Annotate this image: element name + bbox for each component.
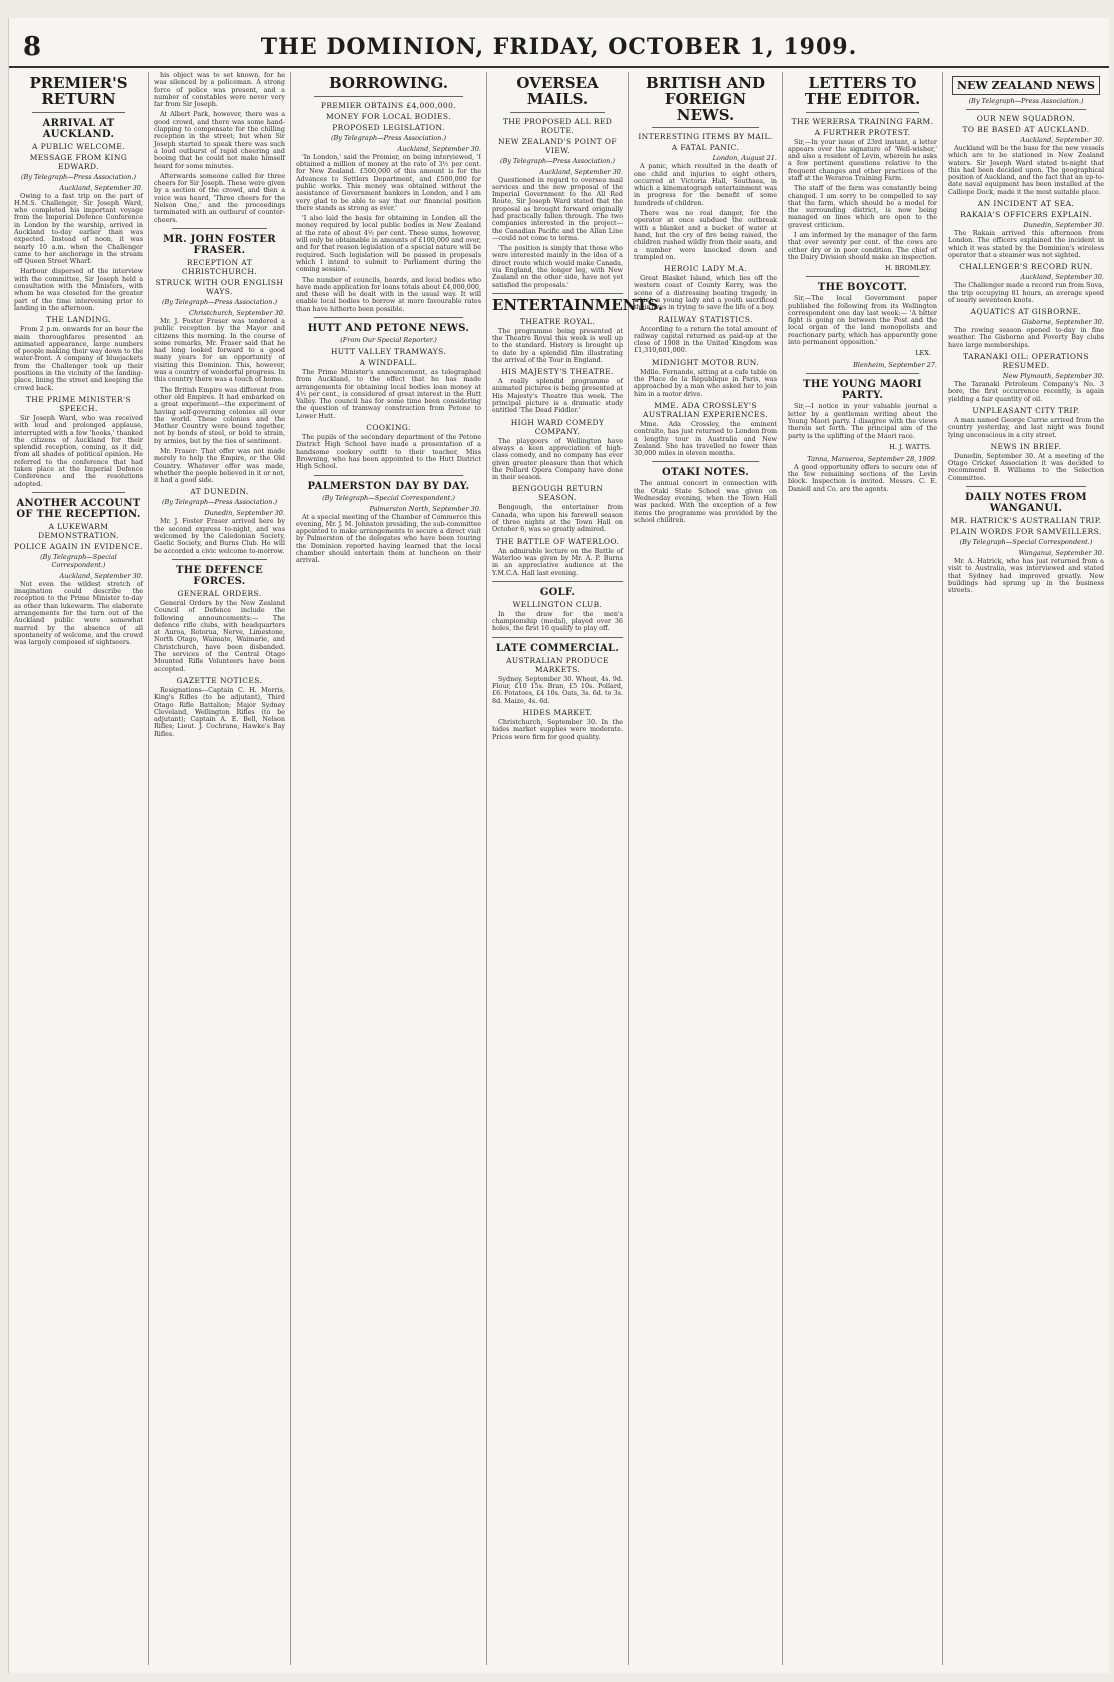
subhead: PROPOSED LEGISLATION. <box>332 122 445 132</box>
dateline: Auckland, September 30. <box>397 144 481 153</box>
dateline: Gisborne, September 30. <box>1021 318 1104 327</box>
article-paragraph: Mr. J. Foster Fraser was tendered a public reception by the Mayor and citizens this morning. In the course of some remarks, Mr. Fraser said that he had long looked forward to a good many years for an opportunity of visiting this Dominion. This, however, was a country of wonderful progress. In this country there was a touch of home. <box>154 316 285 384</box>
article-paragraph: Not even the wildest stretch of imagination could describe the reception to the Prime Minister to-day as other than lukewarm. The elaborate arrangements for the turn out of the Auckland public were somewhat marred by the absence of all spontaneity of welcome, and the crowd was largely composed of sightseers. <box>14 579 143 647</box>
article-paragraph: his object was to set known, for he was silenced by a policeman. A strong force of police was present, and a number of constables were never very far from Sir Joseph. <box>154 71 285 109</box>
article-paragraph: The playgoers of Wellington have always a keen appreciation of high-class comedy, and no company has ever given greater pleasure than that which the Pollard Opera Company have done in their season. <box>492 436 623 482</box>
article-paragraph: The Rakaia arrived this afternoon from London. The officers explained the incident in which it was stated by the Dominion's wireless operator that a steamer was not sighted. <box>948 229 1104 259</box>
subhead: COOKING. <box>366 423 411 433</box>
subhead: UNPLEASANT CITY TRIP. <box>972 405 1080 415</box>
divider <box>806 276 919 277</box>
subhead: WELLINGTON CLUB. <box>512 599 603 609</box>
article-paragraph: Harbour dispersed of the interview with the committee, Sir Joseph held a consultation with the Ministers, with whom he was closeted for the greater part of the time intervening prior to landing in the afternoon. <box>14 267 143 312</box>
press-credit: (By Telegraph—Press Association.) <box>21 172 136 181</box>
press-credit: (By Telegraph—Press Association.) <box>968 97 1084 105</box>
headline-british-foreign: BRITISH AND FOREIGN NEWS. <box>646 74 765 124</box>
subhead: TO BE BASED AT AUCKLAND. <box>962 125 1090 134</box>
headline-wanganui: DAILY NOTES FROM WANGANUI. <box>965 492 1087 515</box>
article-paragraph: A panic, which resulted in the death of one child and injuries to eight others, occurred at Victoria Hall, Southsea, in which a kinematograph entertainment was in progress for the benefit of some hundreds of children. <box>634 162 777 207</box>
article-paragraph: 'I also laid the basis for obtaining in London all the money required by local public bodies in New Zealand at the rate of about 4½ per cent. These sums, however, will only be obtainable in amounts of £100,000 and over, and for that reason legislation of a special nature will be required. Such legislation will be passed in proposals which I intend to submit to Parliament during the coming session.' <box>296 214 481 274</box>
column-oversea-mails <box>487 72 664 1665</box>
subhead: A LUKEWARM DEMONSTRATION. <box>38 521 119 540</box>
article-paragraph: Dunedin, September 30. At a meeting of the Otago Cricket Association it was decided to recommend B. Williams to the Selection Committee. <box>948 451 1104 482</box>
article-paragraph: 'In London,' said the Premier, on being interviewed, 'I obtained a million of money at the rate of 3½ per cent. for New Zealand. £500,000 of this amount is for the Advances to Settlers Department, and £500,000 for public works. This money was obtained without the assistance of Government bankers in London, and I am very glad to be able to say that our financial position there stands as strong as ever.' <box>296 152 481 212</box>
subhead: RAKAIA'S OFFICERS EXPLAIN. <box>960 210 1092 220</box>
column-letters <box>783 72 943 1665</box>
subhead: THE LANDING. <box>46 315 111 325</box>
subhead: MONEY FOR LOCAL BODIES. <box>326 111 451 121</box>
letter-signature: H. BROMLEY. <box>884 264 931 273</box>
press-credit: (By Telegraph—Press Association.) <box>162 297 277 306</box>
dateline: Auckland, September 30. <box>1020 136 1104 144</box>
newspaper-page <box>8 18 1109 1673</box>
masthead <box>9 30 1109 68</box>
subhead: PREMIER OBTAINS £4,000,000. <box>320 100 457 110</box>
article-paragraph: Sir Joseph Ward, who was received with loud and prolonged applause, interrupted with a few 'hooks,' thanked the citizens of Auckland for their splendid reception, coming, as it did, from all shades of political opinion. He referred to the conference that had taken place at the Imperial Defence Conference and the resolutions adopted. <box>14 413 143 488</box>
press-credit: (By Telegraph—Special Correspondent.) <box>322 493 455 502</box>
subhead: RAILWAY STATISTICS. <box>658 314 753 324</box>
divider <box>966 486 1086 487</box>
headline-oversea-mails: OVERSEA MAILS. <box>516 74 599 108</box>
press-credit: (By Telegraph—Press Association.) <box>162 498 277 507</box>
article-paragraph: General Orders by the New Zealand Council of Defence include the following announcements:— The defence rifle clubs, with headquarters at Auroa, Rotorua, Nerve, Limestone, North Otago, Waimate, Waimarie, and Christchurch, have been disbanded. The services of the Central Otago Mounted Rifle Volunteers have been accepted. <box>154 598 285 673</box>
article-paragraph: The rowing season opened to-day in fine weather. The Gisborne and Poverty Bay clubs have large memberships. <box>948 326 1104 349</box>
dateline: Palmerston North, September 30. <box>369 504 481 513</box>
subhead: AN INCIDENT AT SEA. <box>977 199 1075 209</box>
subhead: THEATRE ROYAL. <box>519 316 596 326</box>
article-paragraph: The staff of the farm was constantly being changed. I am sorry to be compelled to say that the farm, which should be a model for the surrounding district, is now being managed on lines which are open to the gravest criticism. <box>788 184 937 229</box>
headline-young-maori: THE YOUNG MAORI PARTY. <box>803 379 922 402</box>
divider <box>314 96 463 97</box>
article-paragraph: The Challenger made a record run from Suva, the trip occupying 81 hours, an average speed of nearly seventeen knots. <box>948 281 1104 304</box>
headline-golf: GOLF. <box>539 586 576 598</box>
subhead: THE PROPOSED ALL RED ROUTE. <box>502 116 613 135</box>
press-credit: (By Telegraph—Press Association.) <box>331 133 446 142</box>
article-paragraph: Auckland will be the base for the new vessels which are to be stationed in New Zealand waters. Sir Joseph Ward stated to-night that this had been decided upon. The geographical position of Auckland, and the fact that an up-to-date naval equipment has been installed at the Calliope Dock, made it the most suitable place. <box>948 144 1104 196</box>
subhead: POLICE AGAIN IN EVIDENCE. <box>14 541 143 551</box>
divider <box>806 112 919 113</box>
subhead: HEROIC LADY M.A. <box>664 264 747 274</box>
divider <box>172 228 267 229</box>
article-paragraph: The British Empire was different from other old Empires. It had embarked on a great experiment—the experiment of having self-governing colonies all over the world. These colonies and the Mother Country were bound together, not by bonds of steel, or bold to strain, by armies, but by the ties of sentiment. <box>154 385 285 445</box>
subhead: PLAIN WORDS FOR SAMVEILLERS. <box>950 527 1102 537</box>
subhead: A WINDFALL. <box>359 357 418 367</box>
headline-letters: LETTERS TO THE EDITOR. <box>804 74 921 108</box>
article-paragraph: Resignations—Captain C. H. Morris, King's Rifles (to be adjutant), Third Otago Rifle Battalion; Major Sydney Cleveland, Wellington Rifles (to be adjutant); Captain A. E. Bell, Nelson Rifles; Lieut. J. Cochrane, Hawke's Bay Rifles. <box>154 685 285 738</box>
article-paragraph: From 2 p.m. onwards for an hour the main thoroughfares presented an animated appearance, large numbers of people making their way down to the water-front. A company of bluejackets from the Challenger took up their positions in the vicinity of the landing-place, lining the street and keeping the crowd back. <box>14 325 143 392</box>
article-paragraph: In the draw for the men's championship (medal), played over 36 holes, the first 16 qualify to play off. <box>492 609 623 633</box>
newspaper-title: THE DOMINION, FRIDAY, OCTOBER 1, 1909. <box>260 34 858 60</box>
article-paragraph: Christchurch, September 30. In the hides market supplies were moderate. Prices were firm for good quality. <box>492 717 623 741</box>
article-paragraph: A really splendid programme of animated pictures is being presented at His Majesty's Theatre this week. The principal picture is a dramatic study entitled 'The Dead Fiddler.' <box>492 377 623 415</box>
divider <box>652 127 759 128</box>
subhead: AT DUNEDIN. <box>190 487 249 497</box>
subhead: A PUBLIC WELCOME. <box>31 141 125 151</box>
subhead: HIGH WARD COMEDY COMPANY. <box>510 417 605 436</box>
article-paragraph: The Prime Minister's announcement, as telegraphed from Auckland, to the effect that he has made arrangements for obtaining local bodies loan money at 4½ per cent., is considered of great interest in the Hutt Valley. The council has for some time been considering the question of tramway construction from Petone to Lower Hutt. <box>296 367 481 420</box>
divider <box>492 637 623 638</box>
article-paragraph: Questioned in regard to oversea mail services and the new proposal of the Imperial Government to the All Red Route, Sir Joseph Ward stated that the proposal as brought forward originally had practically fallen through. The two companies interested in the project—the Canadian Pacific and the Allan Line—could not come to terms. <box>492 175 623 242</box>
article-paragraph: The annual concert in connection with the Otaki State School was given on Wednesday evening, when the Town Hall was packed. With the exception of a few items the programme was provided by the school children. <box>634 479 777 524</box>
article-paragraph: At Albert Park, however, there was a good crowd, and there was some hand-clapping to compensate for the chilling reception in the street; but when Sir Joseph started to speak there was such a loud outburst of rapid cheering and booing that he could not make himself heard for some minutes. <box>154 110 285 170</box>
divider <box>510 112 605 113</box>
article-paragraph: Mme. Ada Crossley, the eminent contralto, has just returned to London from a lengthy tour in Australia and New Zealand. She has travelled no fewer than 30,000 miles in eleven months. <box>634 419 777 458</box>
subhead: RECEPTION AT CHRISTCHURCH. <box>181 257 258 276</box>
subhead: BENGOUGH RETURN SEASON. <box>511 484 604 503</box>
headline-palmerston: PALMERSTON DAY BY DAY. <box>307 480 470 492</box>
letter-signature: LEX. <box>915 349 931 358</box>
article-paragraph: A man named George Currie arrived from the country yesterday, and last night was found lying unconscious in a city street. <box>948 415 1104 439</box>
article-paragraph: The number of councils, boards, and local bodies who have made application for loans totals about £4,000,000, and these will be dealt with in the usual way. It will enable local bodies to borrow at more favourable rates than have hitherto been possible. <box>296 275 481 313</box>
subhead: AQUATICS AT GISBORNE. <box>970 307 1082 317</box>
subhead: AUSTRALIAN PRODUCE MARKETS. <box>506 655 609 674</box>
subhead: ANOTHER ACCOUNT OF THE RECEPTION. <box>16 497 141 520</box>
press-credit: (From Our Special Reporter.) <box>340 335 437 344</box>
article-paragraph: 'The position is simply that those who were interested mainly in the idea of a direct route which would make Canada, via England, the longer leg, with New Zealand on the other side, have not yet satisfied the proposals.' <box>492 244 623 289</box>
column-fraser <box>149 72 291 1665</box>
dateline: Dunedin, September 30. <box>1023 221 1104 230</box>
dateline: London, August 21. <box>712 154 777 163</box>
divider <box>314 317 463 318</box>
subhead: STRUCK WITH OUR ENGLISH WAYS. <box>155 277 284 296</box>
dateline: Christchurch, September 30. <box>189 308 285 317</box>
article-paragraph: Bengough, the entertainer from Canada, who upon his farewell season of three nights at the Town Hall on October 6, was so greatly admired. <box>492 503 623 534</box>
dateline: Wanganui, September 30. <box>1018 549 1104 558</box>
press-credit: (By Telegraph—Press Association.) <box>500 156 615 165</box>
subhead: NEWS IN BRIEF. <box>990 441 1062 451</box>
subhead: HIDES MARKET. <box>522 707 593 717</box>
divider <box>32 492 125 493</box>
headline-entertainments: ENTERTAINMENTS. <box>492 295 664 314</box>
column-borrowing <box>291 72 487 1665</box>
subhead: THE BATTLE OF WATERLOO. <box>495 536 620 546</box>
column-nz-news <box>943 72 1109 1665</box>
article-paragraph: The programme being presented at the Theatre Royal this week is well up to the standard. History is brought up to date by a splendid film illustrating the arrival of the Tour in England. <box>492 326 623 364</box>
article-paragraph: An admirable lecture on the Battle of Waterloo was given by Mr. A. P. Burns in an appreciative audience at the Y.M.C.A. Hall last evening. <box>492 546 623 577</box>
headline-hutt-petone: HUTT AND PETONE NEWS. <box>307 322 470 334</box>
press-credit: (By Telegraph—Special Correspondent.) <box>959 538 1093 547</box>
subhead: MR. HATRICK'S AUSTRALIAN TRIP. <box>950 516 1102 526</box>
divider <box>314 475 463 476</box>
subhead: THE PRIME MINISTER'S SPEECH. <box>25 394 132 413</box>
article-paragraph: Sir,—In your issue of 23rd instant, a letter appears over the signature of 'Well-wisher,' and also a resident of Levin, wherein he asks a few pertinent questions relative to the frequent changes and other practices of the staff at the Weraroa Training Farm. <box>788 137 937 182</box>
dateline: New Plymouth, September 30. <box>1002 372 1104 381</box>
subhead: A FURTHER PROTEST. <box>814 127 911 137</box>
article-paragraph: Sir,—The local Government paper published the following from its Wellington correspondent one day last week:— 'A bitter fight is going on between the Post and the local organ of the land monopolists and reactionary party, which has apparently gone into permanent opposition.' <box>788 294 937 347</box>
headline-fraser: MR. JOHN FOSTER FRASER. <box>163 233 276 256</box>
dateline: Auckland, September 30. <box>59 571 143 580</box>
article-paragraph: A good opportunity offers to secure one of the few remaining sections of the Levin block. Inspection is invited. Messrs. C. E. Daniell and Co. are the agents. <box>788 462 937 493</box>
divider <box>806 373 919 374</box>
column-british-foreign <box>629 72 783 1665</box>
subhead: A FATAL PANIC. <box>671 143 740 153</box>
headline-premiers-return: PREMIER'S RETURN <box>29 74 128 108</box>
subhead: GENERAL ORDERS. <box>177 588 262 598</box>
dateline: Auckland, September 30. <box>1020 273 1104 282</box>
subhead: ARRIVAL AT AUCKLAND. <box>42 117 115 140</box>
letter-signature: H. J. WATTS. <box>889 442 931 451</box>
article-paragraph: There was no real danger, for the operator at once subdued the outbreak with a blanket and a bucket of water at hand, but the cry of fire being raised, the children rushed wildly from their seats, and a number were knocked down and trampled on. <box>634 209 777 261</box>
dateline: Blenheim, September 27. <box>853 361 937 370</box>
subhead: NEW ZEALAND'S POINT OF VIEW. <box>497 136 618 155</box>
article-paragraph: Mr. J. Foster Fraser arrived here by the second express to-night, and was welcomed by the Caledonian Society, Gaelic Society, and Burns Club. He will be accorded a civic welcome to-morrow. <box>154 517 285 555</box>
headline-borrowing: BORROWING. <box>328 74 449 92</box>
article-paragraph: The Taranaki Petroleum Company's No. 3 bore, the first occurrence recently, is again yielding a fair quantity of oil. <box>948 380 1104 403</box>
article-paragraph: I am informed by the manager of the farm that over seventy per cent. of the cows are either dry or in poor condition. The chief of the Dairy Division should make an inspection. <box>788 231 937 261</box>
subhead: INTERESTING ITEMS BY MAIL. <box>638 132 773 142</box>
column-premiers-return <box>9 72 149 1665</box>
dateline: Dunedin, September 30. <box>204 509 285 518</box>
headline-boycott: THE BOYCOTT. <box>817 282 908 294</box>
subhead: HIS MAJESTY'S THEATRE. <box>501 367 614 377</box>
divider <box>492 293 623 294</box>
subhead: THE WERERSA TRAINING FARM. <box>791 116 934 126</box>
subhead: CHALLENGER'S RECORD RUN. <box>959 262 1093 272</box>
press-credit: (By Telegraph—Special Correspondent.) <box>40 552 117 569</box>
headline-otaki: OTAKI NOTES. <box>661 467 750 479</box>
divider <box>966 109 1086 110</box>
dateline: Tanna, Maraeroa, September 28, 1909. <box>807 454 937 463</box>
article-paragraph: Afterwards someone called for three cheers for Sir Joseph. These were given by a section of the crowd, and then a voice was heard, 'Three cheers for the Nelson One,' and the proceedings terminated with an outburst of counter-cheers. <box>154 171 285 224</box>
article-paragraph: Sir,—I notice in your valuable journal a letter by a gentleman writing about the Young Maori party. I disagree with the views therein set forth. The principal aim of the party is the uplifting of the Maori race. <box>788 402 937 440</box>
headline-defence: THE DEFENCE FORCES. <box>175 564 264 587</box>
divider <box>492 581 623 582</box>
article-paragraph: The pupils of the secondary department of the Petone District High School have made a presentation of a handsome cookery outfit to their teacher, Miss Browning, who has been appointed to the Hutt District High School. <box>296 433 481 471</box>
subhead: OUR NEW SQUADRON. <box>976 114 1076 123</box>
headline-late-commercial: LATE COMMERCIAL. <box>495 642 620 654</box>
article-paragraph: At a special meeting of the Chamber of Commerce this evening, Mr. J. M. Johnston presiding, the sub-committee appointed to make arrangements to secure a direct visit by Palmerston of the delegates who have been touring the Dominion reported having learned that the local chamber should entertain them at luncheon on their arrival. <box>296 512 481 565</box>
subhead: TARANAKI OIL: OPERATIONS RESUMED. <box>963 352 1089 371</box>
subhead: MME. ADA CROSSLEY'S AUSTRALIAN EXPERIENCES. <box>643 400 768 419</box>
divider <box>172 559 267 560</box>
dateline: Auckland, September 30. <box>59 183 143 192</box>
subhead: GAZETTE NOTICES. <box>176 675 263 685</box>
divider <box>32 112 125 113</box>
subhead: HUTT VALLEY TRAMWAYS. <box>330 346 447 356</box>
subhead: MIDNIGHT MOTOR RUN. <box>651 357 760 367</box>
article-paragraph: Owing to a fast trip on the part of H.M.S. Challenger, Sir Joseph Ward, who completed his important voyage from the Imperial Defence Conference in London by the warship, arrived in Auckland to-day earlier than was expected. Instead of noon, it was nearly 10 a.m. when the Challenger came to her anchorage in the stream off Queen Street Wharf. <box>14 191 143 266</box>
divider <box>652 461 759 462</box>
article-paragraph: Mdlle. Fernande, sitting at a cafe table on the Place de la République in Paris, was approached by a man who asked her to join him in a motor drive. <box>634 367 777 398</box>
article-paragraph: Sydney, September 30. Wheat, 4s. 9d. Flour, £10 15s. Bran, £5 10s. Pollard, £6. Potatoes, £4 10s. Oats, 3s. 6d. to 3s. 8d. Maize, 4s. 6d. <box>492 674 623 705</box>
dateline: Auckland, September 30. <box>539 167 623 176</box>
article-paragraph: Mr. Fraser: That offer was not made merely to help the Empire, or the Old Country. Whatever offer was made, whether the people believed in it or not, it had a good side. <box>154 446 285 485</box>
article-paragraph: Mr. A. Hatrick, who has just returned from a visit to Australia, was interviewed and stated that Sydney had improved greatly. New buildings had sprung up in the business streets. <box>948 557 1104 595</box>
page-number: 8 <box>23 32 42 62</box>
headline-nz-news: NEW ZEALAND NEWS <box>952 76 1100 95</box>
subhead: MESSAGE FROM KING EDWARD. <box>29 152 128 171</box>
article-paragraph: According to a return the total amount of railway capital returned as paid-up at the close of 1908 in the United Kingdom was £1,310,601,000. <box>634 324 777 355</box>
article-paragraph: Great Blasket Island, which lies off the western coast of County Kerry, was the scene of a distressing boating tragedy, in which a young lady and a youth sacrificed their lives in trying to save the life of a boy. <box>634 274 777 312</box>
